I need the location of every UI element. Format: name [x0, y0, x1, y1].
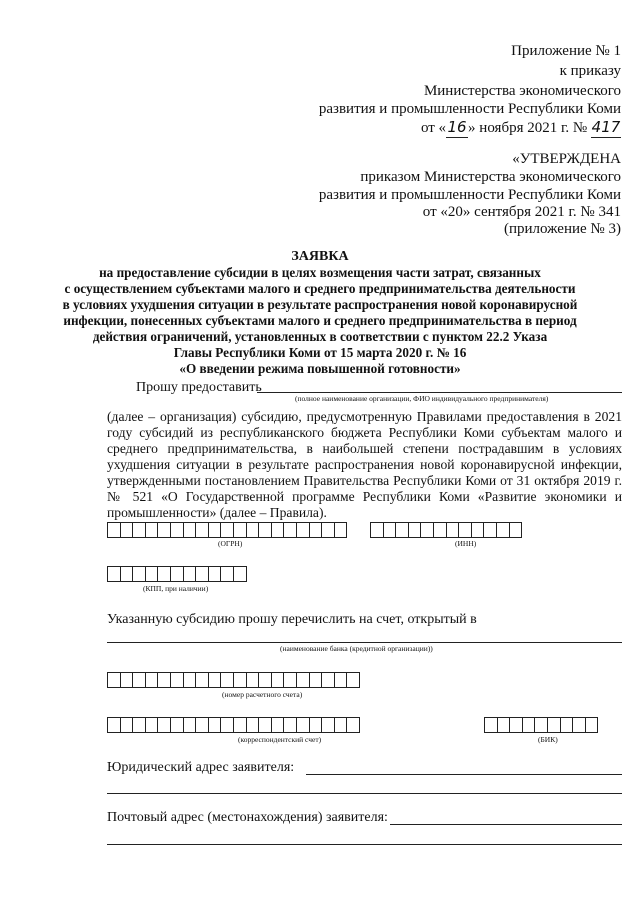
title-line-3: в условиях ухудшения ситуации в результате распространения новой коронавирусной — [62, 297, 578, 312]
digit-cell[interactable] — [120, 672, 134, 688]
digit-cell[interactable] — [334, 717, 348, 733]
digit-cell[interactable] — [484, 717, 498, 733]
digit-cell[interactable] — [132, 672, 146, 688]
annex-line-3: Министерства экономического — [423, 83, 621, 99]
digit-cell[interactable] — [183, 522, 197, 538]
digit-cell[interactable] — [283, 522, 297, 538]
digit-cell[interactable] — [145, 717, 159, 733]
digit-cell[interactable] — [195, 717, 209, 733]
title-line-6: Главы Республики Коми от 15 марта 2020 г. № 16 — [173, 345, 467, 360]
digit-cell[interactable] — [220, 522, 234, 538]
digit-cell[interactable] — [157, 522, 171, 538]
annex-day-handwritten: 16 — [447, 118, 467, 136]
digit-cell[interactable] — [170, 717, 184, 733]
digit-cell[interactable] — [309, 672, 323, 688]
annex-date-prefix: от « — [420, 120, 447, 136]
digit-cell[interactable] — [522, 717, 536, 733]
digit-cell[interactable] — [321, 717, 335, 733]
account-cells[interactable] — [107, 672, 359, 688]
kpp-cells[interactable] — [107, 566, 246, 582]
digit-cell[interactable] — [157, 566, 171, 582]
digit-cell[interactable] — [195, 566, 209, 582]
digit-cell[interactable] — [309, 522, 323, 538]
digit-cell[interactable] — [271, 522, 285, 538]
digit-cell[interactable] — [383, 522, 397, 538]
approved-line-5: (приложение № 3) — [503, 221, 621, 237]
bank-name-caption: (наименование банка (кредитной организации)) — [280, 644, 433, 653]
digit-cell[interactable] — [157, 717, 171, 733]
corr-account-cells[interactable] — [107, 717, 359, 733]
digit-cell[interactable] — [271, 672, 285, 688]
digit-cell[interactable] — [208, 717, 222, 733]
digit-cell[interactable] — [283, 717, 297, 733]
transfer-label: Указанную субсидию прошу перечислить на счет, открытый в — [107, 612, 477, 627]
digit-cell[interactable] — [233, 522, 247, 538]
digit-cell[interactable] — [120, 522, 134, 538]
organization-name-caption: (полное наименование организации, ФИО индивидуального предпринимателя) — [295, 394, 549, 403]
digit-cell[interactable] — [585, 717, 599, 733]
digit-cell[interactable] — [195, 522, 209, 538]
inn-caption: (ИНН) — [455, 539, 477, 548]
digit-cell[interactable] — [145, 672, 159, 688]
digit-cell[interactable] — [246, 717, 260, 733]
digit-cell[interactable] — [321, 672, 335, 688]
legal-address-field-2[interactable] — [107, 793, 622, 794]
title-line-7: «О введении режима повышенной готовности» — [179, 361, 461, 376]
bik-cells[interactable] — [484, 717, 597, 733]
digit-cell[interactable] — [296, 672, 310, 688]
digit-cell[interactable] — [233, 717, 247, 733]
digit-cell[interactable] — [120, 566, 134, 582]
approved-line-4: от «20» сентября 2021 г. № 341 — [422, 204, 621, 220]
digit-cell[interactable] — [346, 717, 360, 733]
digit-cell[interactable] — [572, 717, 586, 733]
postal-address-field-2[interactable] — [107, 844, 622, 845]
digit-cell[interactable] — [220, 717, 234, 733]
organization-name-field[interactable] — [257, 392, 622, 393]
digit-cell[interactable] — [370, 522, 384, 538]
digit-cell[interactable] — [220, 672, 234, 688]
doc-heading: ЗАЯВКА — [291, 249, 349, 264]
legal-address-label: Юридический адрес заявителя: — [107, 760, 295, 775]
request-body: (далее – организация) субсидию, предусмотренную Правилами предоставления в 2021 году субсидий из республиканского бюджета Республики Коми субъектам малого и среднего предпринимательства, в наибольшей степени пострадавшим в условиях ухудшения ситуации в результате распространения новой коронавирусной инфекции, утвержденными постановлением Правительства Республики Коми от 31 октября 2019 г. № 521 «О Государственной программе Республики Коми «Развитие экономики и промышленности» (далее – Правила). — [107, 409, 622, 520]
digit-cell[interactable] — [496, 522, 510, 538]
digit-cell[interactable] — [547, 717, 561, 733]
kpp-caption: (КПП, при наличии) — [143, 584, 209, 593]
digit-cell[interactable] — [145, 522, 159, 538]
digit-cell[interactable] — [258, 672, 272, 688]
digit-cell[interactable] — [107, 566, 121, 582]
digit-cell[interactable] — [283, 672, 297, 688]
annex-line-4: развития и промышленности Республики Коми — [318, 101, 621, 117]
corr-account-caption: (корреспондентский счет) — [238, 735, 322, 744]
digit-cell[interactable] — [321, 522, 335, 538]
approved-line-2: приказом Министерства экономического — [360, 169, 621, 185]
digit-cell[interactable] — [560, 717, 574, 733]
digit-cell[interactable] — [208, 522, 222, 538]
digit-cell[interactable] — [157, 672, 171, 688]
digit-cell[interactable] — [309, 717, 323, 733]
digit-cell[interactable] — [107, 717, 121, 733]
digit-cell[interactable] — [258, 522, 272, 538]
digit-cell[interactable] — [483, 522, 497, 538]
bik-caption: (БИК) — [538, 735, 558, 744]
account-caption: (номер расчетного счета) — [222, 690, 303, 699]
ogrn-caption: (ОГРН) — [218, 539, 243, 548]
legal-address-field[interactable] — [306, 774, 622, 775]
digit-cell[interactable] — [183, 566, 197, 582]
bank-name-field[interactable] — [107, 642, 622, 643]
digit-cell[interactable] — [346, 672, 360, 688]
digit-cell[interactable] — [296, 717, 310, 733]
digit-cell[interactable] — [446, 522, 460, 538]
request-label: Прошу предоставить — [136, 380, 262, 395]
digit-cell[interactable] — [132, 717, 146, 733]
digit-cell[interactable] — [334, 672, 348, 688]
digit-cell[interactable] — [145, 566, 159, 582]
digit-cell[interactable] — [183, 672, 197, 688]
title-line-2: с осуществлением субъектами малого и среднего предпринимательства деятельности — [64, 281, 576, 296]
digit-cell[interactable] — [458, 522, 472, 538]
digit-cell[interactable] — [120, 717, 134, 733]
digit-cell[interactable] — [258, 717, 272, 733]
digit-cell[interactable] — [334, 522, 348, 538]
digit-cell[interactable] — [509, 522, 523, 538]
digit-cell[interactable] — [395, 522, 409, 538]
digit-cell[interactable] — [246, 522, 260, 538]
digit-cell[interactable] — [497, 717, 511, 733]
digit-cell[interactable] — [408, 522, 422, 538]
digit-cell[interactable] — [471, 522, 485, 538]
digit-cell[interactable] — [170, 566, 184, 582]
title-line-1: на предоставление субсидии в целях возмещения части затрат, связанных — [99, 265, 541, 280]
digit-cell[interactable] — [233, 566, 247, 582]
digit-cell[interactable] — [132, 566, 146, 582]
postal-address-label: Почтовый адрес (местонахождения) заявителя: — [107, 810, 388, 825]
digit-cell[interactable] — [107, 522, 121, 538]
digit-cell[interactable] — [246, 672, 260, 688]
digit-cell[interactable] — [208, 672, 222, 688]
digit-cell[interactable] — [509, 717, 523, 733]
annex-line-1: Приложение № 1 — [511, 43, 621, 59]
digit-cell[interactable] — [420, 522, 434, 538]
digit-cell[interactable] — [132, 522, 146, 538]
digit-cell[interactable] — [183, 717, 197, 733]
digit-cell[interactable] — [208, 566, 222, 582]
ogrn-cells[interactable] — [107, 522, 346, 538]
digit-cell[interactable] — [107, 672, 121, 688]
digit-cell[interactable] — [170, 672, 184, 688]
digit-cell[interactable] — [233, 672, 247, 688]
title-line-4: инфекции, понесенных субъектами малого и среднего предпринимательства в период — [63, 313, 577, 328]
digit-cell[interactable] — [296, 522, 310, 538]
annex-line-2: к приказу — [559, 63, 621, 79]
digit-cell[interactable] — [170, 522, 184, 538]
digit-cell[interactable] — [220, 566, 234, 582]
postal-address-field[interactable] — [390, 824, 622, 825]
title-line-5: действия ограничений, установленных в соответствии с пунктом 22.2 Указа — [92, 329, 548, 344]
digit-cell[interactable] — [433, 522, 447, 538]
approved-line-1: «УТВЕРЖДЕНА — [512, 151, 621, 167]
annex-order-line — [421, 117, 621, 138]
approved-line-3: развития и промышленности Республики Коми — [318, 187, 621, 203]
digit-cell[interactable] — [195, 672, 209, 688]
annex-number-handwritten: 417 — [591, 118, 621, 136]
digit-cell[interactable] — [271, 717, 285, 733]
inn-cells[interactable] — [370, 522, 521, 538]
annex-date-suffix: » ноября 2021 г. № — [468, 120, 588, 136]
digit-cell[interactable] — [534, 717, 548, 733]
